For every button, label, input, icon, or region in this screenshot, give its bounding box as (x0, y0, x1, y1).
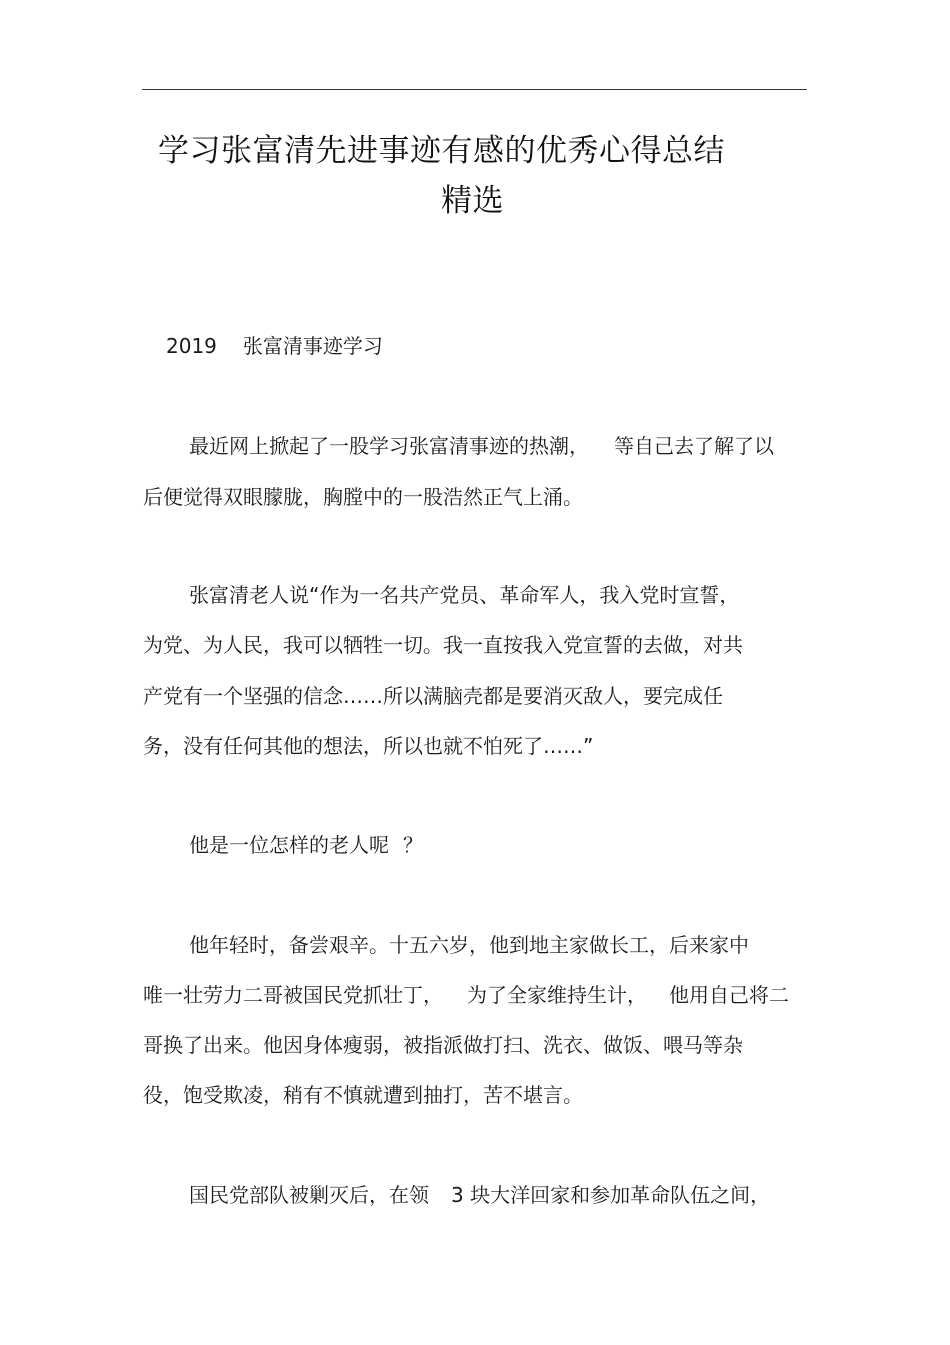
paragraph-4-text-b: 为了全家维持生计， (467, 983, 647, 1007)
header-rule (142, 89, 807, 90)
paragraph-1-text-b: 等自己去了解了以 (614, 434, 774, 458)
document-title: 学习张富清先进事迹有感的优秀心得总结 (158, 133, 725, 169)
subtitle-year: 2019 (166, 334, 217, 358)
paragraph-4-line-4: 役，饱受欺凌，稍有不慎就遭到抽打，苦不堪言。 (143, 1083, 583, 1107)
paragraph-3-line-1 (189, 829, 423, 858)
paragraph-3-text-a: 他是一位怎样的老人呢 (189, 833, 389, 857)
paragraph-5-text-a: 国民党部队被剿灭后，在领 (189, 1183, 429, 1207)
paragraph-5-line-1 (189, 1179, 770, 1208)
paragraph-1-line-2: 后便觉得双眼朦胧，胸膛中的一股浩然正气上涌。 (143, 485, 583, 509)
paragraph-4-text-c: 他用自己将二 (669, 983, 789, 1007)
paragraph-2-line-3: 产党有一个坚强的信念……所以满脑壳都是要消灭敌人，要完成任 (143, 684, 723, 708)
paragraph-4-line-3: 哥换了出来。他因身体瘦弱，被指派做打扫、洗衣、做饭、喂马等杂 (143, 1033, 743, 1057)
paragraph-3-text-b: ？ (403, 833, 423, 857)
subtitle-text: 张富清事迹学习 (242, 334, 383, 358)
paragraph-1-text-a: 最近网上掀起了一股学习张富清事迹的热潮， (189, 434, 589, 458)
subtitle (166, 330, 383, 359)
paragraph-2-line-2: 为党、为人民，我可以牺牲一切。我一直按我入党宣誓的去做，对共 (143, 633, 743, 657)
paragraph-5-text-b: 3 块大洋回家和参加革命队伍之间， (451, 1183, 771, 1207)
paragraph-4-text-a: 唯一壮劳力二哥被国民党抓壮丁， (143, 983, 443, 1007)
paragraph-2-line-1: 张富清老人说“作为一名共产党员、革命军人，我入党时宣誓， (189, 583, 740, 607)
paragraph-4-line-1: 他年轻时，备尝艰辛。十五六岁，他到地主家做长工，后来家中 (189, 933, 749, 957)
paragraph-1-line-1 (189, 430, 774, 459)
paragraph-2-line-4: 务，没有任何其他的想法，所以也就不怕死了……” (143, 734, 594, 758)
paragraph-4-line-2 (143, 979, 789, 1008)
document-title-continued: 精选 (441, 183, 504, 219)
